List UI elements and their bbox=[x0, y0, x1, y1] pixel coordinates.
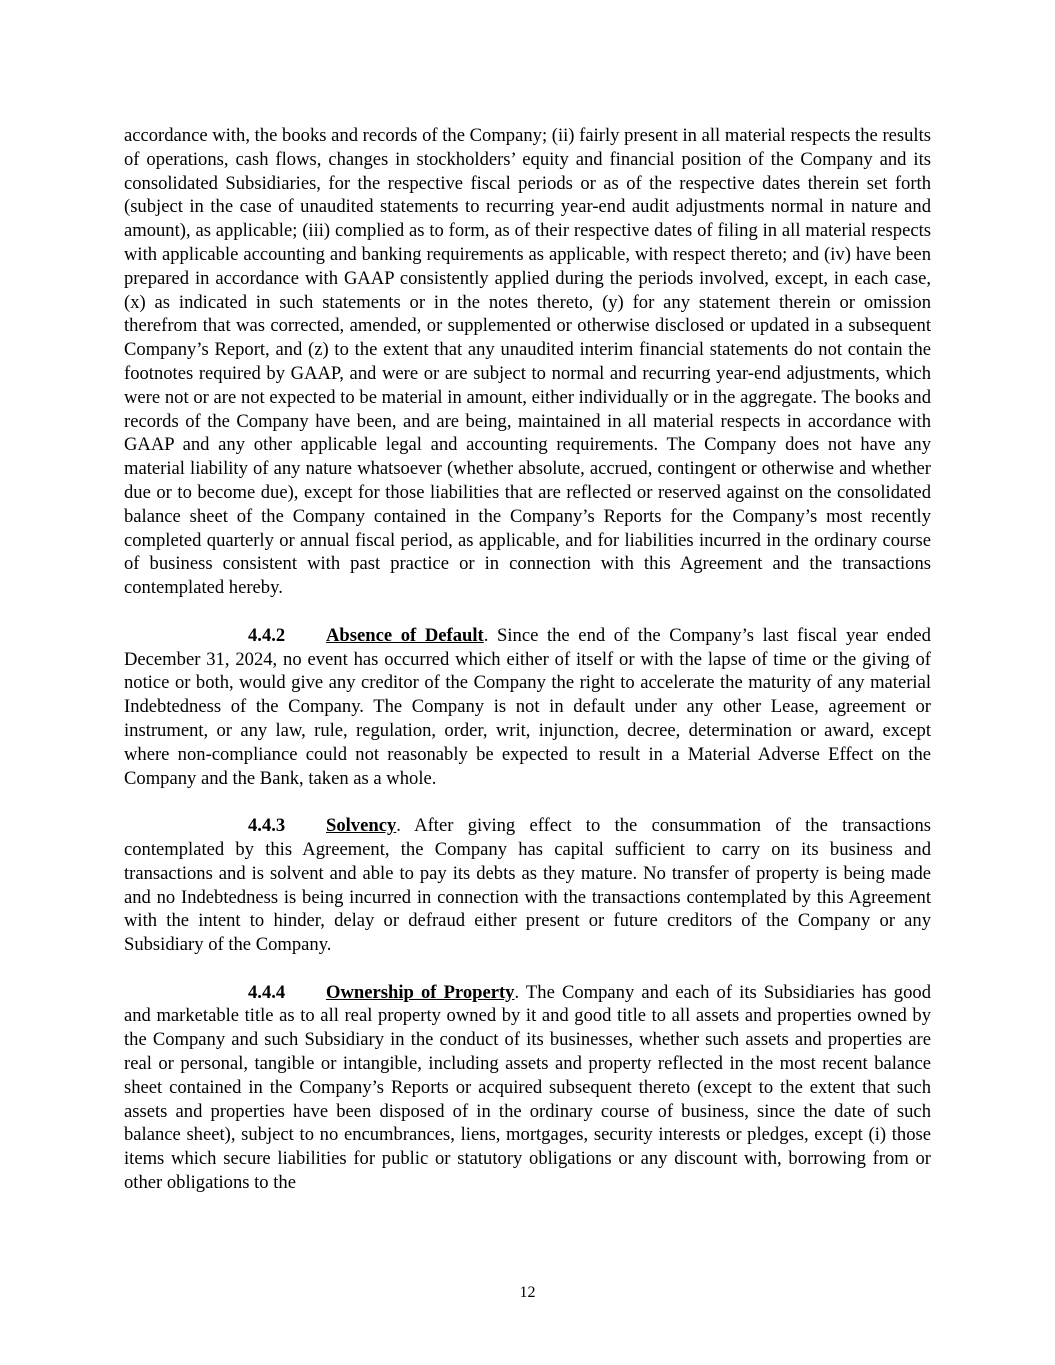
section-number: 4.4.4 bbox=[248, 981, 286, 1003]
section-body: . Since the end of the Company’s last fiscal year ended December 31, 2024, no event has occurred which either of itself or with the lapse of time or the giving of notice or both, would give any creditor of the Company the right to accelerate the maturity of any material Indebtedness of the Company. The Company is not in default under any other Lease, agreement or instrument, or any law, rule, regulation, order, writ, injunction, decree, determination or award, except where non-compliance could not reasonably be expected to result in a Material Adverse Effect on the Company and the Bank, taken as a whole. bbox=[124, 624, 931, 789]
section-body: . The Company and each of its Subsidiaries has good and marketable title as to all real property owned by it and good title to all assets and properties owned by the Company and such Subsidiary in the conduct of its businesses, whether such assets and properties are real or personal, tangible or intangible, including assets and property reflected in the most recent balance sheet contained in the Company’s Reports or acquired subsequent thereto (except to the extent that such assets and properties have been disposed of in the ordinary course of business, since the date of such balance sheet), subject to no encumbrances, liens, mortgages, security interests or pledges, except (i) those items which secure liabilities for public or statutory obligations or any discount with, borrowing from or other obligations to the bbox=[124, 981, 931, 1194]
section-number: 4.4.2 bbox=[248, 624, 286, 646]
section-ownership-of-property bbox=[124, 981, 931, 1195]
section-solvency bbox=[124, 814, 931, 957]
document-page bbox=[124, 124, 931, 1219]
intro-paragraph: accordance with, the books and records of the Company; (ii) fairly present in all material respects the results of operations, cash flows, changes in stockholders’ equity and financial position of the Company and its consolidated Subsidiaries, for the respective fiscal periods or as of the respective dates therein set forth (subject in the case of unaudited statements to recurring year-end audit adjustments normal in nature and amount), as applicable; (iii) complied as to form, as of their respective dates of filing in all material respects with applicable accounting and banking requirements as applicable, with respect thereto; and (iv) have been prepared in accordance with GAAP consistently applied during the periods involved, except, in each case, (x) as indicated in such statements or in the notes thereto, (y) for any statement therein or omission therefrom that was corrected, amended, or supplemented or otherwise disclosed or updated in a subsequent Company’s Report, and (z) to the extent that any unaudited interim financial statements do not contain the footnotes required by GAAP, and were or are subject to normal and recurring year-end adjustments, which were not or are not expected to be material in amount, either individually or in the aggregate. The books and records of the Company have been, and are being, maintained in all material respects in accordance with GAAP and any other applicable legal and accounting requirements. The Company does not have any material liability of any nature whatsoever (whether absolute, accrued, contingent or otherwise and whether due or to become due), except for those liabilities that are reflected or reserved against on the consolidated balance sheet of the Company contained in the Company’s Reports for the Company’s most recently completed quarterly or annual fiscal period, as applicable, and for liabilities incurred in the ordinary course of business consistent with past practice or in connection with this Agreement and the transactions contemplated hereby. bbox=[124, 125, 931, 599]
section-body: . After giving effect to the consummation of the transactions contemplated by this Agreement, the Company has capital sufficient to carry on its business and transactions and is solvent and able to pay its debts as they mature. No transfer of property is being made and no Indebtedness is being incurred in connection with the transactions contemplated by this Agreement with the intent to hinder, delay or defraud either present or future creditors of the Company or any Subsidiary of the Company. bbox=[124, 815, 931, 956]
section-title: Solvency bbox=[326, 815, 397, 837]
section-absence-of-default bbox=[124, 624, 931, 791]
page-number: 12 bbox=[519, 1284, 536, 1301]
section-number: 4.4.3 bbox=[248, 815, 286, 837]
section-title: Ownership of Property bbox=[326, 981, 515, 1003]
section-title: Absence of Default bbox=[326, 624, 484, 646]
